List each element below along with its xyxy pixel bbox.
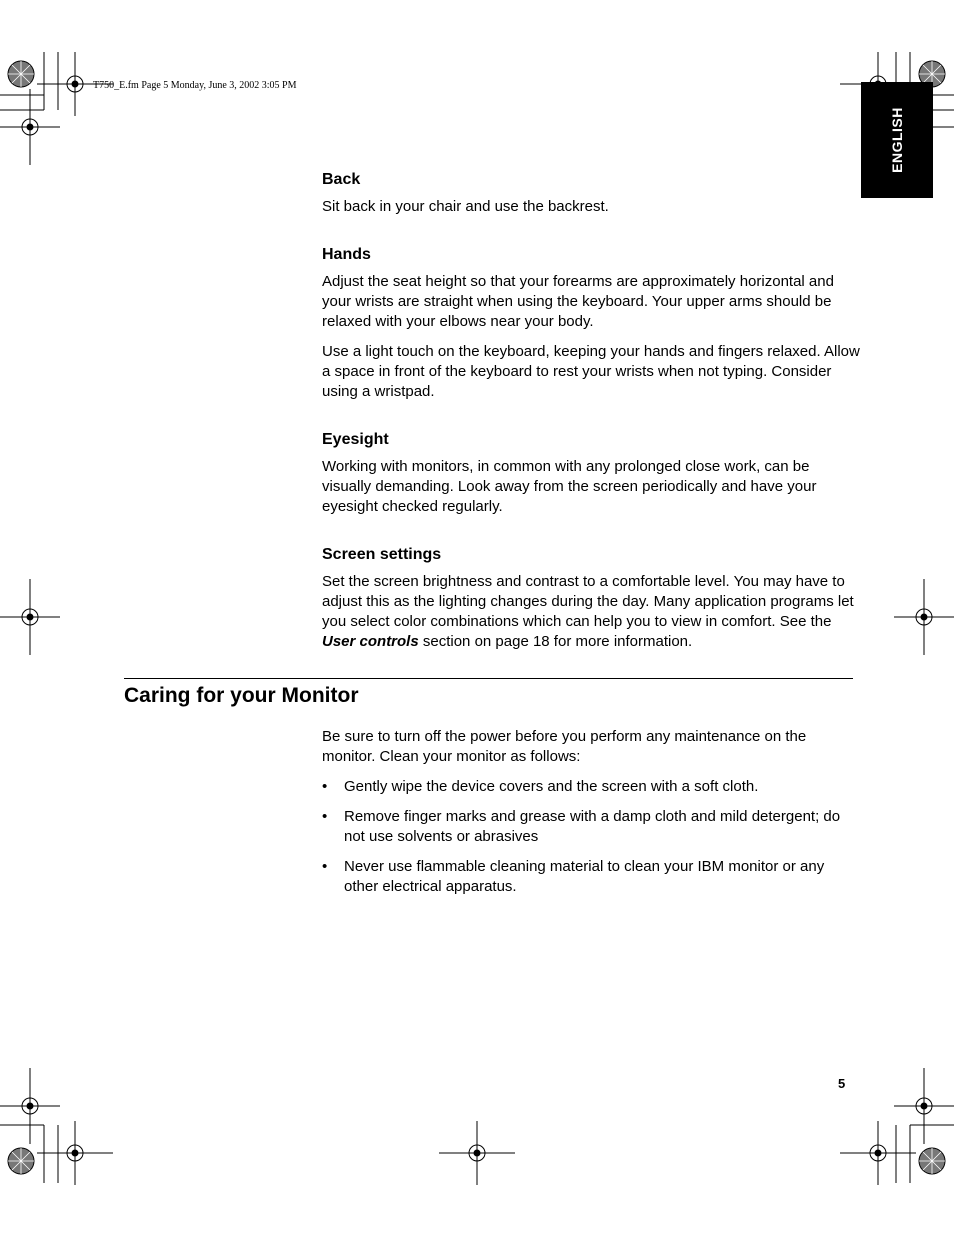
cross-reference-emphasis: User controls	[322, 633, 419, 650]
section-paragraph	[322, 572, 862, 652]
list-item-text: Never use flammable cleaning material to clean your IBM monitor or any other electrical apparatus.	[344, 858, 825, 895]
section-eyesight	[322, 430, 862, 517]
section-paragraph: Sit back in your chair and use the backrest.	[322, 198, 609, 215]
section-heading: Hands	[322, 246, 371, 263]
section-hands	[322, 245, 862, 402]
section-divider	[124, 678, 853, 679]
caring-title: Caring for your Monitor	[124, 684, 359, 707]
list-item-text: Gently wipe the device covers and the screen with a soft cloth.	[344, 778, 759, 795]
ergonomics-content	[322, 170, 862, 662]
bullet-icon: •	[322, 858, 328, 875]
file-info-header: T750_E.fm Page 5 Monday, June 3, 2002 3:05 PM	[93, 80, 297, 91]
section-paragraph: Adjust the seat height so that your forearms are approximately horizontal and your wrists are straight when using the keyboard. Your upper arms should be relaxed with your elbows near your body.	[322, 273, 834, 330]
caring-intro: Be sure to turn off the power before you perform any maintenance on the monitor. Clean your monitor as follows:	[322, 728, 807, 765]
list-item	[322, 857, 862, 897]
list-item-text: Remove finger marks and grease with a damp cloth and mild detergent; do not use solvents or abrasives	[344, 808, 841, 845]
list-item	[322, 777, 862, 797]
section-back	[322, 170, 862, 217]
section-paragraph: Working with monitors, in common with any prolonged close work, can be visually demanding. Look away from the screen periodically and have your eyesight checked regularly.	[322, 458, 817, 515]
section-paragraph: Use a light touch on the keyboard, keeping your hands and fingers relaxed. Allow a space in front of the keyboard to rest your wrists when not typing. Consider using a wristpad.	[322, 343, 860, 400]
language-tab	[861, 82, 933, 198]
section-heading: Screen settings	[322, 546, 442, 563]
bullet-icon: •	[322, 808, 328, 825]
section-heading: Eyesight	[322, 431, 389, 448]
bullet-icon: •	[322, 778, 328, 795]
list-item	[322, 807, 862, 847]
page-number: 5	[838, 1076, 846, 1091]
language-tab-label: ENGLISH	[889, 107, 905, 173]
section-screen-settings	[322, 545, 862, 652]
paragraph-text: Set the screen brightness and contrast to a comfortable level. You may have to adjust this as the lighting changes during the day. Many application programs let you select color combinations which can help you to view in comfort. See the	[322, 573, 854, 630]
caring-content	[322, 727, 862, 907]
cleaning-list	[322, 777, 862, 897]
paragraph-text: section on page 18 for more information.	[418, 633, 693, 650]
section-heading: Back	[322, 171, 361, 188]
